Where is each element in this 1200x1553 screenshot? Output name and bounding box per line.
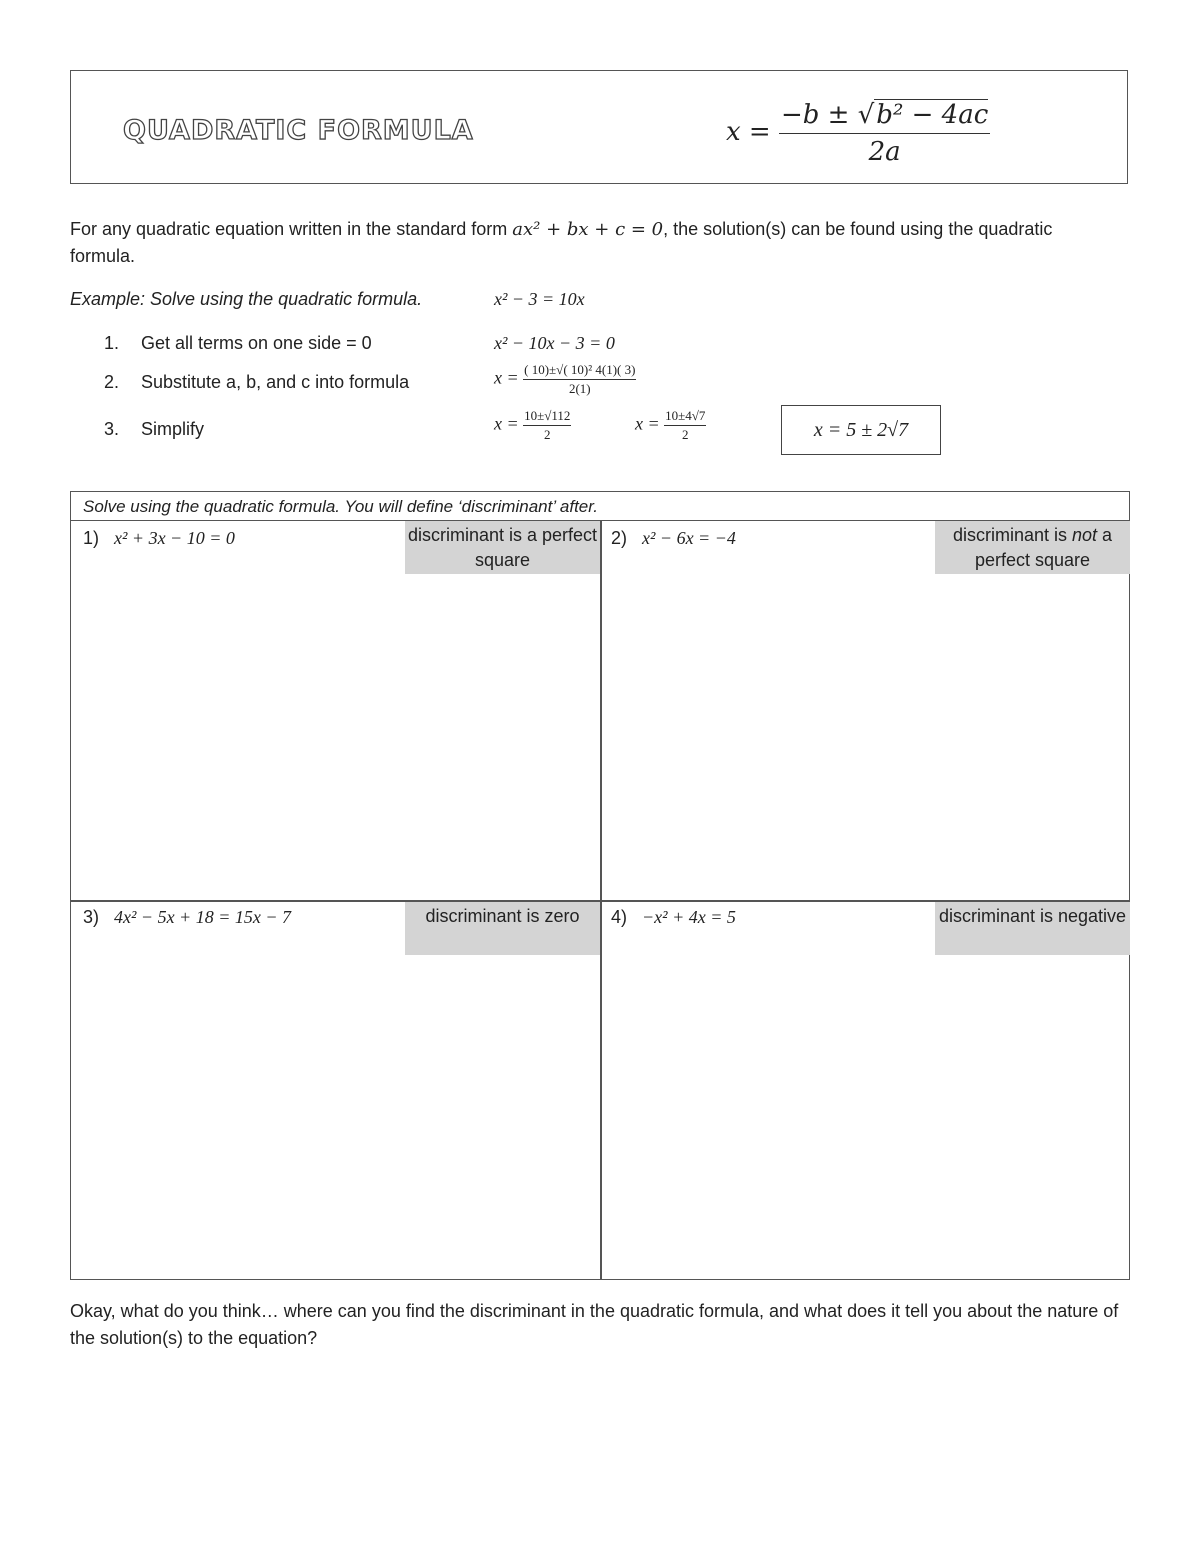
problem-1 [83,528,235,549]
step-2-numerator: ( 10)±√( 10)² 4(1)( 3) [523,362,636,380]
problem-1-work-area[interactable] [71,574,600,900]
formula-fraction [779,99,990,167]
problem-4-equation: −x² + 4x = 5 [642,907,736,927]
step-1-text: Get all terms on one side = 0 [141,333,372,353]
problem-2-number: 2) [611,528,628,548]
example-equation-text: x² − 3 = 10x [494,289,585,309]
problem-3 [83,907,291,928]
intro-paragraph [70,216,1120,270]
step-2-math [494,362,636,397]
step-1-math [494,333,615,354]
problem-2-work-area[interactable] [602,574,1129,900]
problem-1-equation: x² + 3x − 10 = 0 [114,528,235,548]
problem-3-number: 3) [83,907,100,927]
step-2-fraction [523,362,636,397]
formula-numerator [779,99,990,134]
step-3-lhs-b: x = [635,413,660,434]
step-1-number: 1. [104,333,120,353]
step-2-lhs: x = [494,367,519,388]
formula-numerator-prefix: −b ± √ [780,100,875,130]
problem-2 [611,528,736,549]
step-3-fraction-b [664,408,706,443]
step-3-denominator-a: 2 [544,427,551,442]
step-2-text: Substitute a, b, and c into formula [141,372,410,392]
problem-3-equation: 4x² − 5x + 18 = 15x − 7 [114,907,291,927]
intro-text-before: For any quadratic equation written in the standard form [70,219,513,239]
step-3-math-a [494,408,571,443]
problem-4-work-area[interactable] [602,955,1129,1279]
step-2-number: 2. [104,372,120,392]
step-3-math-b [635,408,706,443]
step-2-denominator: 2(1) [568,381,591,396]
worksheet-title: QUADRATIC FORMULA [123,115,474,146]
step-3-denominator-b: 2 [682,427,689,442]
quadratic-formula [726,99,990,167]
practice-heading: Solve using the quadratic formula. You will define ‘discriminant’ after. [71,492,1129,521]
formula-radicand: b² − 4ac [876,100,989,130]
closing-question: Okay, what do you think… where can you find the discriminant in the quadratic formula, and what does it tell you about the nature of the solution(s) to the equation? [70,1301,1119,1348]
practice-grid [70,491,1130,1280]
problem-4-tag: discriminant is negative [935,902,1130,955]
step-3-number: 3. [104,419,120,439]
problem-2-tag-before: discriminant is [952,525,1072,545]
example-answer: x = 5 ± 2√7 [813,418,909,441]
formula-lhs: x = [726,117,771,147]
standard-form-equation: ax² + bx + c = 0 [512,219,664,240]
problem-2-equation: x² − 6x = −4 [642,528,736,548]
problem-4-number: 4) [611,907,628,927]
header-box [70,70,1128,184]
step-3-text: Simplify [141,419,205,439]
step-3-fraction-a [523,408,571,443]
formula-denominator: 2a [868,137,901,167]
problem-3-tag: discriminant is zero [405,902,600,955]
problem-1-tag: discriminant is a perfect square [405,521,600,574]
problem-2-tag-emphasis: not [1071,525,1098,545]
problem-3-work-area[interactable] [71,955,600,1279]
example-equation [494,289,585,310]
problem-2-tag [935,521,1130,574]
problem-1-number: 1) [83,528,100,548]
step-1-math-text: x² − 10x − 3 = 0 [494,333,615,353]
example-label: Example: Solve using the quadratic formula. [70,289,423,309]
problem-2-tag-after: a perfect square [974,525,1113,570]
intro-text-after: , the solution(s) can be found using the quadratic formula. [70,219,1053,266]
step-3-lhs-a: x = [494,413,519,434]
step-3-numerator-a: 10±√112 [523,408,571,426]
step-3-numerator-b: 10±4√7 [664,408,706,426]
problem-4 [611,907,736,928]
example-answer-box [781,405,941,455]
